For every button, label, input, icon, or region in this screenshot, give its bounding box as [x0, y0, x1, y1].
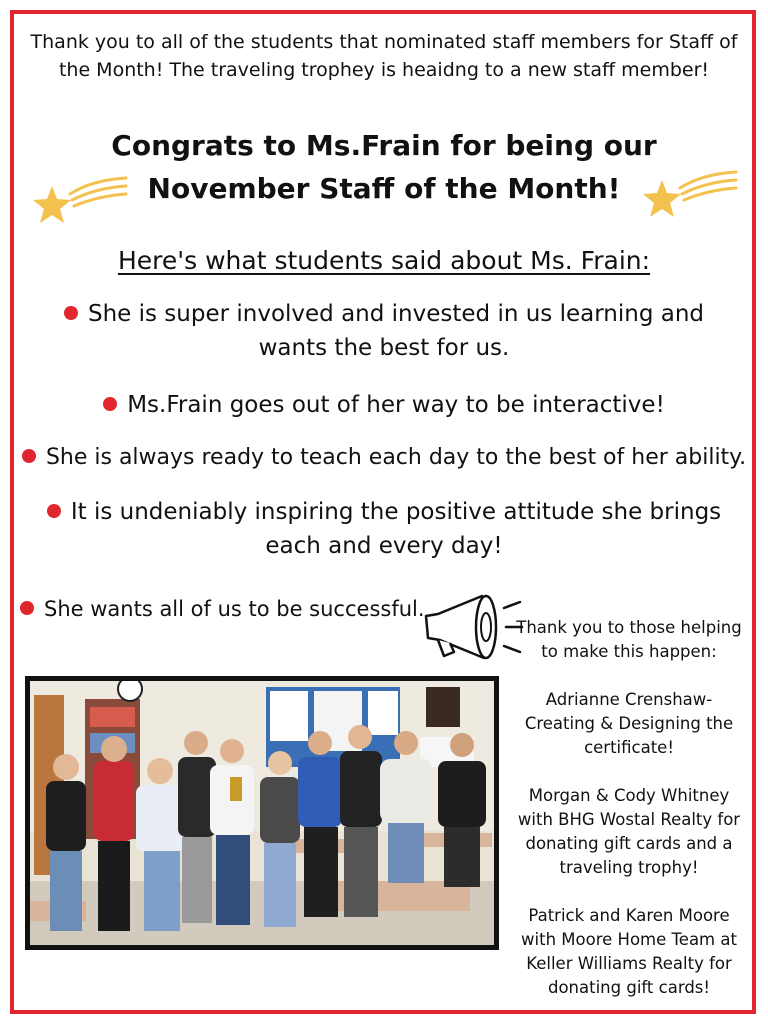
quote-text: She is always ready to teach each day to the best of her ability. — [45, 445, 747, 470]
headline: Congrats to Ms.Frain for being our November Staff of the Month! — [111, 129, 657, 205]
credit-item: Morgan & Cody Whitney with BHG Wostal Realty for donating gift cards and a traveling trophy! — [517, 786, 741, 877]
quote-item — [60, 388, 708, 422]
quote-text: It is undeniably inspiring the positive attitude she brings each and every day! — [70, 499, 722, 559]
quote-item — [16, 441, 752, 475]
quote-item — [20, 495, 748, 563]
quotes-heading — [60, 244, 708, 278]
quote-item — [40, 297, 728, 365]
credit-item: Patrick and Karen Moore with Moore Home Team at Keller Williams Realty for donating gift cards! — [521, 906, 737, 997]
bullet-icon — [22, 449, 36, 463]
shooting-star-icon — [30, 172, 130, 232]
credit-item: Adrianne Crenshaw- Creating & Designing the certificate! — [524, 690, 734, 757]
thanks-text: Thank you to those helping to make this happen: — [516, 618, 742, 661]
quote-text: She is super involved and invested in us learning and wants the best for us. — [87, 301, 705, 361]
intro-text: Thank you to all of the students that nominated staff members for Staff of the Month! The traveling trophey is heaidng to a new staff member! — [30, 31, 738, 81]
bullet-icon — [64, 306, 78, 320]
quote-item — [20, 592, 440, 626]
bullet-icon — [103, 397, 117, 411]
megaphone-icon — [420, 590, 525, 670]
group-photo — [25, 676, 499, 950]
bullet-icon — [20, 601, 34, 615]
bullet-icon — [47, 504, 61, 518]
quote-text: Ms.Frain goes out of her way to be interactive! — [127, 392, 665, 418]
quote-text: She wants all of us to be successful. — [44, 597, 425, 621]
quotes-heading-text: Here's what students said about Ms. Frain: — [117, 246, 651, 275]
shooting-star-icon — [640, 166, 740, 226]
